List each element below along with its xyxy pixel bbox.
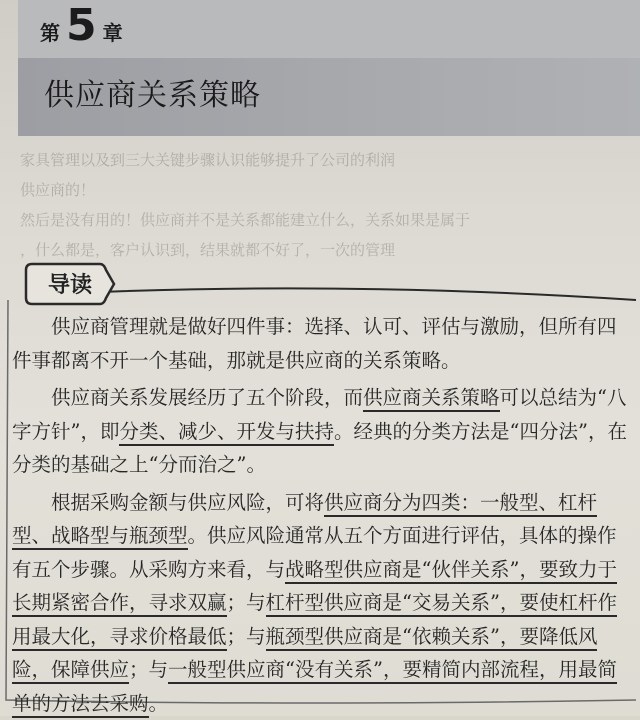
underlined-text: 瓶颈型供应商是“依赖关系”，要降低风险，保障供应 xyxy=(12,625,597,685)
text-run: ；与 xyxy=(227,591,266,614)
underlined-text: 一般型供应商“没有关系”，要精简内部流程，用最简单的方法去采购 xyxy=(12,658,617,718)
text-run: 根据采购金额与供应风险，可将 xyxy=(51,491,324,514)
text-run: ；与 xyxy=(227,625,266,648)
underlined-text: 供应商分为四类：一般型、杠杆型、战略型与瓶颈型 xyxy=(12,491,597,551)
chapter-suffix: 章 xyxy=(103,17,123,46)
chapter-title: 供应商关系策略 xyxy=(44,70,261,114)
bleed-through-text xyxy=(20,145,640,260)
chapter-prefix: 第 xyxy=(40,17,60,46)
paragraph-1: 供应商管理就是做好四件事：选择、认可、评估与激励，但所有四件事都离不开一个基础，那就是供应商的关系策略。 xyxy=(12,310,632,377)
underlined-text: 杠杆型供应商是“交易关系”，要使杠杆作用最大化，寻求价格最低 xyxy=(12,591,617,651)
underlined-text: 供应商关系策略 xyxy=(363,386,500,412)
text-run: 。供应风险通常从五个方面进行评估，具体的操作有五个步骤。从采购方来看，与 xyxy=(12,524,617,581)
bleed-line: 供应商的！ xyxy=(20,175,640,205)
bleed-line: 然后是没有用的！供应商并不是关系都能建立什么，关系如果是属于 xyxy=(20,205,640,235)
text-run: 。 xyxy=(149,692,169,715)
underlined-text: 分类、减少、开发与扶持 xyxy=(119,420,334,446)
text-run: 。经典的分类方法是“四分法”，在分类的基础之上“分而治之”。 xyxy=(12,420,627,477)
chapter-digit: 5 xyxy=(66,4,97,48)
reading-guide-badge xyxy=(18,258,118,310)
text-run: 可以总结为“八字方针”，即 xyxy=(12,386,627,443)
text-run: ；与 xyxy=(129,658,168,681)
paragraph-2 xyxy=(12,381,632,482)
bleed-line: ，什么都是，客户认识到，结果就都不好了，一次的管理 xyxy=(20,235,640,260)
badge-label: 导读 xyxy=(48,268,92,299)
chapter-number xyxy=(40,4,123,54)
bleed-line: 家具管理以及到三大关键步骤认识能够提升了公司的利润 xyxy=(20,145,640,175)
reading-guide-body xyxy=(12,310,632,720)
paragraph-3 xyxy=(12,486,632,720)
underlined-text: 战略型供应商是“伙伴关系”，要致力于长期紧密合作，寻求双赢 xyxy=(12,558,617,618)
text-run: 供应商关系发展经历了五个阶段，而 xyxy=(51,386,363,409)
